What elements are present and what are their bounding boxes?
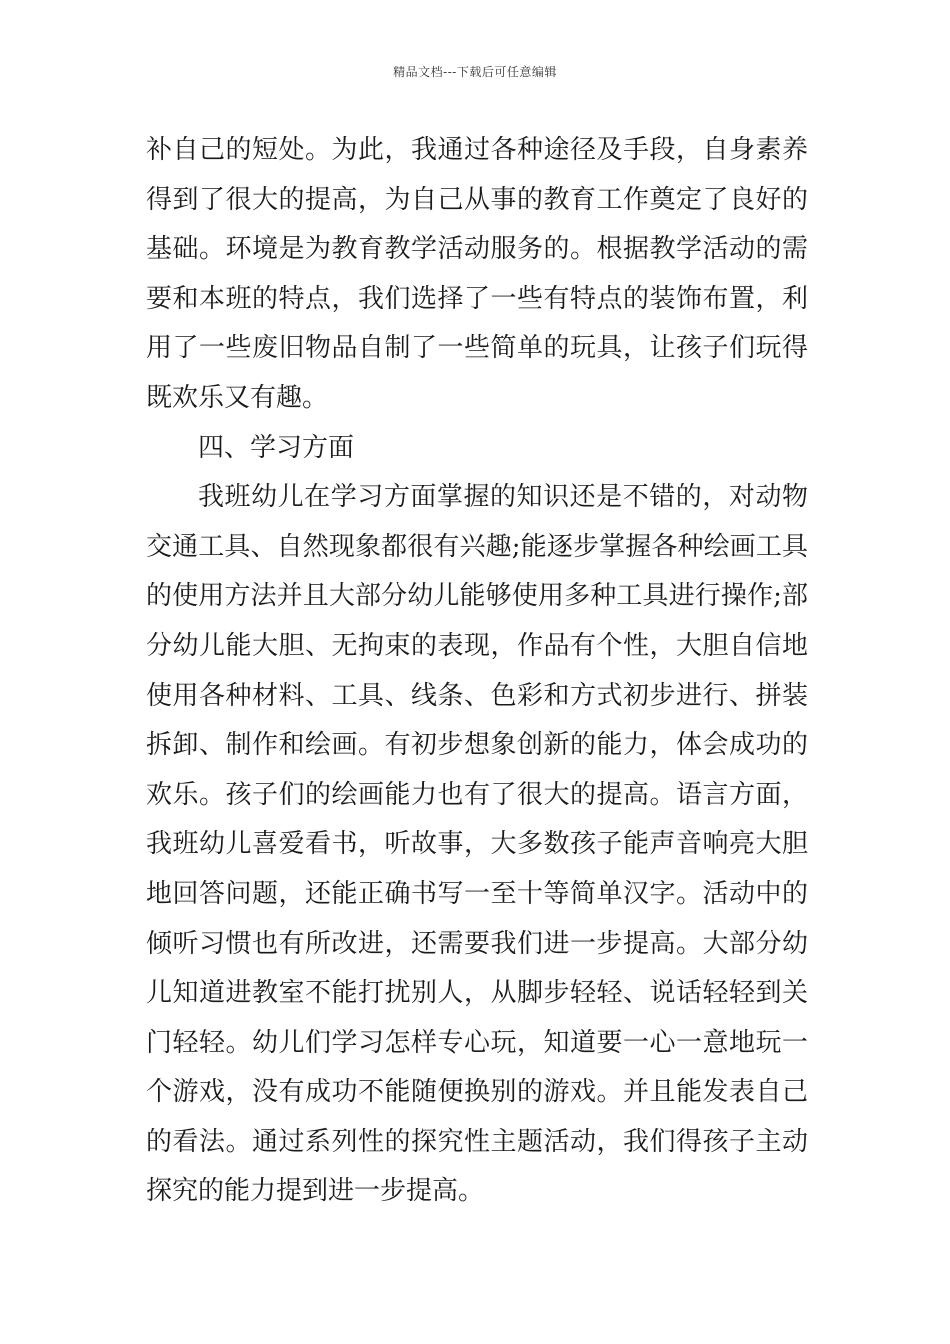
text-line: 使用各种材料、工具、线条、色彩和方式初步进行、拼装	[146, 680, 808, 711]
text-line: 用了一些废旧物品自制了一些简单的玩具，让孩子们玩得	[146, 333, 808, 364]
text-line: 个游戏，没有成功不能随便换别的游戏。并且能发表自己	[146, 1077, 808, 1108]
text-line: 既欢乐又有趣。	[146, 382, 329, 413]
text-line: 欢乐。孩子们的绘画能力也有了很大的提高。语言方面，	[146, 779, 808, 810]
text-line: 我班幼儿喜爱看书，听故事，大多数孩子能声音响亮大胆	[146, 829, 808, 860]
text-line: 我班幼儿在学习方面掌握的知识还是不错的，对动物	[198, 482, 808, 513]
text-line: 基础。环境是为教育教学活动服务的。根据教学活动的需	[146, 234, 808, 265]
page-header: 精品文档---下载后可任意编辑	[393, 65, 557, 79]
text-line: 门轻轻。幼儿们学习怎样专心玩，知道要一心一意地玩一	[146, 1027, 808, 1058]
text-line: 的看法。通过系列性的探究性主题活动，我们得孩子主动	[146, 1126, 808, 1157]
text-line: 地回答问题，还能正确书写一至十等简单汉字。活动中的	[146, 878, 808, 909]
text-line: 得到了很大的提高，为自己从事的教育工作奠定了良好的	[146, 184, 808, 215]
section-heading: 四、学习方面	[198, 432, 355, 463]
text-line: 要和本班的特点，我们选择了一些有特点的装饰布置，利	[146, 283, 808, 314]
text-line: 拆卸、制作和绘画。有初步想象创新的能力，体会成功的	[146, 730, 808, 761]
text-line: 分幼儿能大胆、无拘束的表现，作品有个性，大胆自信地	[146, 630, 808, 661]
text-line: 儿知道进教室不能打扰别人，从脚步轻轻、说话轻轻到关	[146, 978, 808, 1009]
text-line: 倾听习惯也有所改进，还需要我们进一步提高。大部分幼	[146, 928, 808, 959]
text-line: 补自己的短处。为此，我通过各种途径及手段，自身素养	[146, 135, 808, 165]
document-body	[146, 126, 808, 1217]
text-line: 的使用方法并且大部分幼儿能够使用多种工具进行操作;部	[146, 581, 808, 612]
text-line: 交通工具、自然现象都很有兴趣;能逐步掌握各种绘画工具	[146, 531, 808, 562]
text-line: 探究的能力提到进一步提高。	[146, 1176, 485, 1207]
